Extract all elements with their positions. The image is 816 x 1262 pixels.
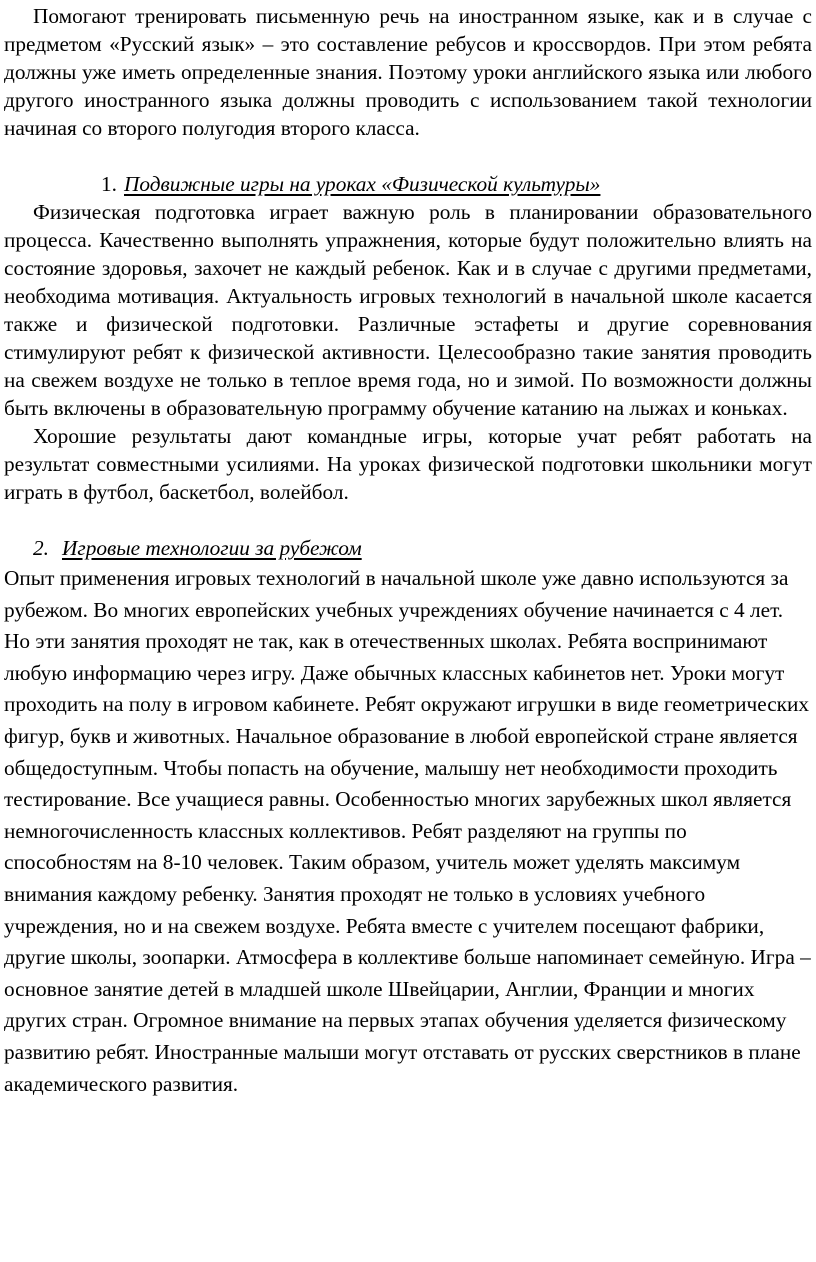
section-title: Игровые технологии за рубежом [62,536,362,560]
intro-paragraph: Помогают тренировать письменную речь на иностранном языке, как и в случае с предметом «Русский язык» – это составление ребусов и кроссвордов. При этом ребята должны уже иметь определенные знания. Поэтому уроки английского языка или любого другого иностранного языка должны проводить с использованием такой технологии начиная со второго полугодия второго класса. [4,4,812,140]
physical-paragraph-2: Хорошие результаты дают командные игры, которые учат ребят работать на результат совместными усилиями. На уроках физической подготовки школьники могут играть в футбол, баскетбол, волейбол. [4,424,812,504]
blank-line [4,506,812,534]
section-heading-2 [4,534,812,562]
blank-line [4,142,812,170]
section-heading-1 [4,170,812,198]
physical-paragraph-1: Физическая подготовка играет важную роль в планировании образовательного процесса. Качественно выполнять упражнения, которые будут положительно влиять на состояние здоровья, захочет не каждый ребенок. Как и в случае с другими предметами, необходима мотивация. Актуальность игровых технологий в начальной школе касается также и физической подготовки. Различные эстафеты и другие соревнования стимулируют ребят к физической активности. Целесообразно такие занятия проводить на свежем воздухе не только в теплое время года, но и зимой. По возможности должны быть включены в образовательную программу обучение катанию на лыжах и коньках. [4,200,812,420]
abroad-paragraph: Опыт применения игровых технологий в начальной школе уже давно используются за рубежом. Во многих европейских учебных учреждениях обучение начинается с 4 лет. Но эти занятия проходят не так, как в отечественных школах. Ребята воспринимают любую информацию через игру. Даже обычных классных кабинетов нет. Уроки могут проходить на полу в игровом кабинете. Ребят окружают игрушки в виде геометрических фигур, букв и животных. Начальное образование в любой европейской стране является общедоступным. Чтобы попасть на обучение, малышу нет необходимости проходить тестирование. Все учащиеся равны. Особенностью многих зарубежных школ является немногочисленность классных коллективов. Ребят разделяют на группы по способностям на 8-10 человек. Таким образом, учитель может уделять максимум внимания каждому ребенку. Занятия проходят не только в условиях учебного учреждения, но и на свежем воздухе. Ребята вместе с учителем посещают фабрики, другие школы, зоопарки. Атмосфера в коллективе больше напоминает семейную. Игра – основное занятие детей в младшей школе Швейцарии, Англии, Франции и многих других стран. Огромное внимание на первых этапах обучения уделяется физическому развитию ребят. Иностранные малыши могут отставать от русских сверстников в плане академического развития. [4,566,811,1096]
section-number: 2. [33,536,49,560]
section-title: Подвижные игры на уроках «Физической культуры» [124,172,601,196]
section-number: 1. [101,172,117,196]
